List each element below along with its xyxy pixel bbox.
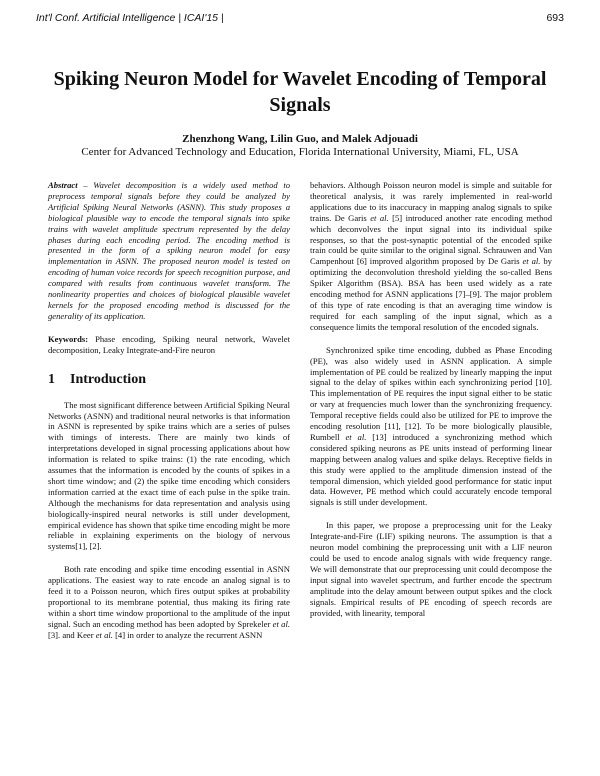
text-run: behaviors. Although Poisson neuron model is simple and suitable for theoretical analysis, it was rarely implemented in real-world applications due to its inaccuracy in mapping analog signals to spike trains. De Garis bbox=[310, 180, 552, 223]
paper-title: Spiking Neuron Model for Wavelet Encoding of Temporal Signals bbox=[53, 68, 547, 116]
text-run: [13] introduced a synchronizing method which considered spiking neurons as PE units instead of performing linear mapping between analog values and spike delays. Receptive fields in this study were applied to the amplitude dimension instead of the temporal dimension, which yielded good performance for static input data. However, PE method which could accurately encode temporal signals is still under development. bbox=[310, 431, 553, 508]
abstract bbox=[48, 180, 290, 322]
running-title: Int'l Conf. Artificial Intelligence | ICAI'15 | bbox=[36, 12, 224, 24]
right-column bbox=[310, 180, 552, 630]
text-run: Synchronized spike time encoding, dubbed as Phase Encoding (PE), was also widely used in ASNN application. A simple implementation of PE could be realized by linearly mapping the input signal to the delay of spikes within each synchronizing period [10]. This implementation of PE requires the input signal either to be static or vary at frequencies much lower than the synchronizing frequency. Temporal receptive fields could also be utilized for PE to improve the encoding resolution [11], [12]. To be more biologically plausible, Rumbell bbox=[310, 344, 552, 442]
section-title: Introduction bbox=[70, 371, 146, 387]
left-column bbox=[48, 180, 290, 653]
text-run-italic: et al. bbox=[272, 618, 291, 629]
keywords-label: Keywords: bbox=[48, 333, 89, 344]
keywords bbox=[48, 334, 290, 356]
text-run-italic: et al. bbox=[345, 431, 367, 442]
text-run-italic: et al. bbox=[95, 629, 113, 640]
body-paragraph-2 bbox=[310, 345, 552, 509]
running-header bbox=[36, 12, 564, 24]
text-run: [4] in order to analyze the recurrent ASNN bbox=[112, 629, 263, 640]
intro-paragraph-2 bbox=[48, 564, 290, 640]
intro-paragraph-1: The most significant difference between Artificial Spiking Neural Networks (ASNN) and traditional neural networks is that information in ASNN is represented by spike trains which are a series of pulses with timings of interests. There are mainly two kinds of interpretations developed in signal processing applications about how information is related to spike trains: (1) the rate encoding, which assumes that the information is encoded by the counts of spikes in a short time window; and (2) the spike time encoding which considers information carried at the exact time of each pulse in the spike train. Although the mechanisms for data representation and analysis using biologically-inspired neural networks is still under development, empirical evidence has shown that spike time encoding might be more reliable in explaining experiments on the biology of nervous systems[1], [2]. bbox=[48, 399, 290, 552]
text-run-italic: et al. bbox=[370, 212, 389, 223]
author-list: Zhenzhong Wang, Lilin Guo, and Malek Adjouadi bbox=[182, 133, 418, 145]
keywords-text: Phase encoding, Spiking neural network, Wavelet decomposition, Leaky Integrate-and-Fire neuron bbox=[48, 333, 290, 355]
body-paragraph-3: In this paper, we propose a preprocessing unit for the Leaky Integrate-and-Fire (LIF) spiking neurons. The assumption is that a neuron model combining the preprocessing unit with a LIF neuron could be used to encode analog signals with wide frequency range. We will demonstrate that our preprocessing unit could decompose the input signal into wavelet spectrum, and further encode the spectrum amplitude into the delay amount between output spikes and the clock signals. Empirical results of PE encoding of speech records are provided, with linearity, temporal bbox=[310, 520, 552, 618]
body-paragraph-1 bbox=[310, 180, 552, 333]
abstract-dash: – bbox=[77, 180, 94, 190]
abstract-text: Wavelet decomposition is a widely used method to preprocess temporal signals before they could be analyzed by Artificial Spiking Neural Networks (ASNN). This study proposes a biological plausible way to encode the temporal signals into spike trains with wavelet amplitude spectrum represented by the delay phases during each encoding period. The encoding method is presented in the form of a spiking neuron model for easy implementation in ASNN. The proposed neuron model is tested on encoding of human voice records for speech recognition purpose, and compared with results from continuous wavelet transform. The nonlinearity properties and choices of biological plausible wavelet kernels for the proposed encoding method is discussed for the generality of its application. bbox=[48, 180, 290, 321]
section-number: 1 bbox=[48, 371, 55, 387]
text-run: [5] introduced another rate encoding method which deconvolves the input signal into its individual spike responses, so that the post-synaptic potential of the encoded spike train could be quite similar to the original signal. Schrauwen and Van Campenhout [6] improved algorithm proposed by De Garis bbox=[310, 212, 553, 267]
section-heading-introduction bbox=[48, 372, 290, 388]
text-run: by optimizing the deconvolution threshold yielding the so-called Bens Spiker Algorithm (BSA). BSA has been used widely as a rate encoding method for ASNN applications [7]–[9]. The major problem of this type of rate encoding is that an averaging time window is required for each sampling of the input signal, which as a consequence limits the temporal resolution of the encoded signals. bbox=[310, 256, 552, 332]
abstract-label: Abstract bbox=[48, 180, 78, 190]
affiliation: Center for Advanced Technology and Education, Florida International University, Miami, FL, USA bbox=[81, 146, 519, 158]
text-run: Both rate encoding and spike time encoding essential in ASNN applications. The easiest way to rate encode an analog signal is to feed it to a Poisson neuron, which fires output spikes at probability proportional to its membrane potential, thus making its firing rate within a short time window proportional to the amplitude of the input signal. Such an encoding method has been adopted by Sprekeler bbox=[48, 564, 290, 629]
text-run: [3]. and Keer bbox=[48, 629, 96, 640]
page-number: 693 bbox=[546, 12, 564, 24]
text-run-italic: et al. bbox=[522, 256, 541, 267]
